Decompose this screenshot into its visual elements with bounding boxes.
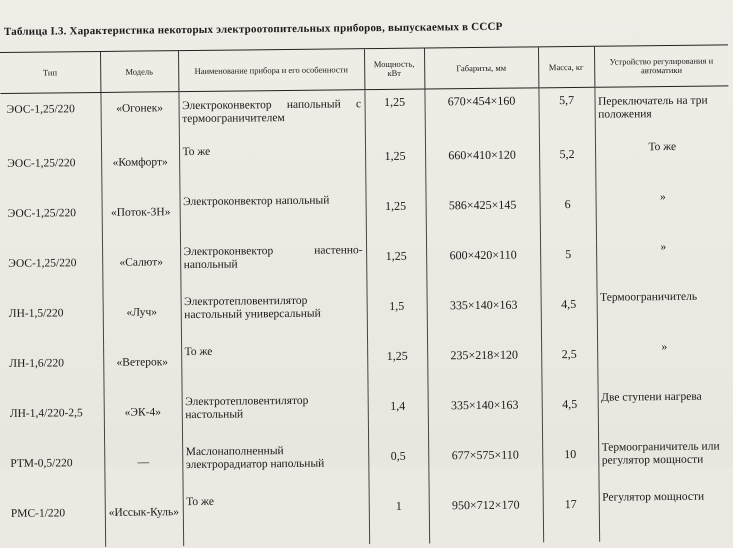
cell-control: »: [596, 240, 731, 291]
cell-control: То же: [595, 140, 730, 191]
table-row: [3, 290, 731, 348]
cell-type: ЭОС-1,25/220: [6, 103, 75, 116]
cell-type: РТМ-0,5/220: [10, 457, 73, 470]
cell-name: Электроконвектор настенно-напольный: [180, 244, 367, 296]
cell-dims: 235×218×120: [427, 342, 542, 393]
cell-power: 1,4: [368, 394, 429, 445]
cell-dims: 600×420×110: [426, 242, 541, 293]
table-row: [5, 490, 733, 548]
table-caption: Таблица I.3. Характеристика некоторых электроотопительных приборов, выпускаемых в СССР: [3, 20, 503, 38]
cell-mass: 17: [543, 492, 600, 543]
specs-table: [0, 44, 733, 548]
cell-type: ЛН-1,4/220-2,5: [9, 407, 83, 420]
cell-model: «Салют»: [102, 246, 181, 297]
cell-power: 1,25: [367, 344, 428, 395]
cell-name: То же: [179, 144, 366, 196]
cell-mass: 5,7: [538, 87, 595, 142]
cell-control: Две ступени нагрева: [598, 390, 733, 441]
table-row: [3, 340, 731, 398]
cell-dims: 660×410×120: [425, 142, 540, 193]
cell-dims: 950×712×170: [429, 492, 544, 543]
header-mass: Масса, кг: [538, 46, 594, 88]
cell-model: «Иссык-Куль»: [105, 496, 184, 547]
table-row: [4, 390, 732, 448]
cell-control: »: [597, 340, 732, 391]
cell-control: Термоограничитель или регулятор мощности: [598, 440, 733, 491]
cell-name: Маслонаполненный электрорадиатор напольный: [182, 444, 369, 496]
header-name: Наименование прибора и его особенности: [178, 49, 364, 92]
cell-type: ЛН-1,6/220: [9, 357, 65, 370]
cell-dims: 677×575×110: [428, 442, 543, 493]
cell-model: «Ветерок»: [103, 346, 182, 397]
header-power: Мощность, кВт: [364, 48, 424, 90]
cell-control: Регулятор мощности: [599, 490, 733, 541]
cell-dims: 335×140×163: [427, 292, 542, 343]
cell-mass: 4,5: [541, 292, 598, 343]
cell-control: Термоограничитель: [597, 290, 732, 341]
cell-dims: 335×140×163: [428, 392, 543, 443]
cell-power: 1,25: [365, 144, 426, 195]
cell-power: 1,25: [366, 244, 427, 295]
cell-name: Электроконвектор напольный с термоограничителем: [178, 90, 365, 146]
cell-dims: 586×425×145: [426, 192, 541, 243]
cell-model: «ЭК-4»: [104, 396, 183, 447]
table-row: [1, 140, 729, 198]
cell-name: Электротепловентилятор настольный: [182, 394, 369, 446]
cell-control: »: [595, 190, 730, 241]
cell-power: 1: [369, 494, 430, 545]
cell-type: ЭОС-1,25/220: [8, 257, 77, 270]
cell-dims: 670×454×160: [424, 88, 539, 144]
cell-model: «Луч»: [103, 296, 182, 347]
header-model: Модель: [100, 51, 178, 93]
header-type: Тип: [0, 51, 100, 93]
header-dims: Габариты, мм: [424, 47, 538, 89]
table-row: [4, 440, 732, 498]
cell-mass: 6: [539, 192, 596, 243]
cell-model: «Поток-3Н»: [102, 196, 181, 247]
cell-power: 1,25: [364, 89, 425, 144]
cell-type: ЭОС-1,25/220: [7, 157, 76, 170]
cell-mass: 4,5: [542, 392, 599, 443]
cell-type: РМС-1/220: [10, 507, 66, 520]
cell-type: ЛН-1,5/220: [8, 307, 64, 320]
cell-name: То же: [183, 494, 370, 546]
cell-power: 0,5: [368, 444, 429, 495]
table-row: [2, 240, 730, 298]
cell-name: То же: [181, 344, 368, 396]
cell-control: Переключатель на три положения: [594, 86, 729, 142]
cell-mass: 10: [542, 442, 599, 493]
cell-name: Электроконвектор напольный: [180, 194, 367, 246]
cell-power: 1,25: [366, 194, 427, 245]
table-row: [0, 86, 729, 148]
cell-model: «Огонек»: [100, 92, 179, 147]
cell-mass: 5: [540, 242, 597, 293]
cell-type: ЭОС-1,25/220: [7, 207, 77, 220]
cell-mass: 5,2: [539, 142, 596, 193]
cell-model: «Комфорт»: [101, 146, 180, 197]
cell-name: Электротепловентилятор настольный универсальный: [181, 294, 368, 346]
cell-mass: 2,5: [541, 342, 598, 393]
table-row: [2, 190, 730, 248]
header-control: Устройство регулирования и автоматики: [594, 45, 728, 87]
cell-power: 1,5: [367, 294, 428, 345]
cell-model: —: [104, 446, 183, 497]
